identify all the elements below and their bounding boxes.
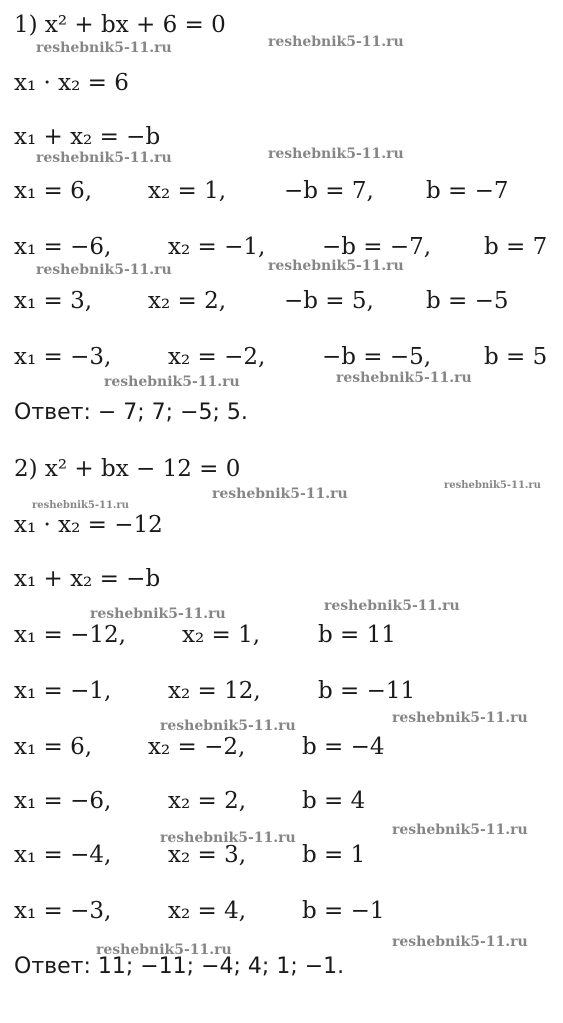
- x2-value: x₂ = −2,: [168, 344, 266, 370]
- x1-value: x₁ = −3,: [14, 344, 112, 370]
- x2-value: x₂ = −2,: [148, 734, 246, 760]
- neg-b-value: −b = −7,: [322, 234, 432, 260]
- answer-1: Ответ: − 7; 7; −5; 5.: [14, 400, 248, 425]
- watermark: reshebnik5-11.ru: [392, 934, 528, 950]
- x2-value: x₂ = 12,: [168, 678, 261, 704]
- b-value: b = −5: [426, 288, 509, 314]
- watermark: reshebnik5-11.ru: [336, 370, 472, 386]
- x2-value: x₂ = 4,: [168, 898, 247, 924]
- neg-b-value: −b = 7,: [284, 178, 374, 204]
- x1-value: x₁ = 6,: [14, 734, 93, 760]
- b-value: b = −4: [302, 734, 385, 760]
- x2-value: x₂ = 2,: [168, 788, 247, 814]
- b-value: b = 7: [484, 234, 548, 260]
- watermark: reshebnik5-11.ru: [36, 40, 172, 56]
- x2-value: x₂ = −1,: [168, 234, 266, 260]
- watermark: reshebnik5-11.ru: [160, 830, 296, 846]
- x2-value: x₂ = 2,: [148, 288, 227, 314]
- equation-2: 2) x² + bx − 12 = 0: [14, 456, 241, 482]
- b-value: b = −11: [318, 678, 416, 704]
- watermark: reshebnik5-11.ru: [268, 146, 404, 162]
- b-value: b = 5: [484, 344, 548, 370]
- watermark: reshebnik5-11.ru: [324, 598, 460, 614]
- b-value: b = 4: [302, 788, 366, 814]
- sum-1: x₁ + x₂ = −b: [14, 124, 161, 150]
- b-value: b = 11: [318, 622, 396, 648]
- x1-value: x₁ = −12,: [14, 622, 126, 648]
- x1-value: x₁ = −3,: [14, 898, 112, 924]
- watermark: reshebnik5-11.ru: [160, 718, 296, 734]
- x2-value: x₂ = 1,: [182, 622, 261, 648]
- watermark: reshebnik5-11.ru: [392, 710, 528, 726]
- equation-1: 1) x² + bx + 6 = 0: [14, 12, 226, 38]
- watermark: reshebnik5-11.ru: [268, 258, 404, 274]
- watermark: reshebnik5-11.ru: [212, 486, 348, 502]
- x1-value: x₁ = −6,: [14, 234, 112, 260]
- product-1: x₁ · x₂ = 6: [14, 70, 129, 96]
- x1-value: x₁ = −1,: [14, 678, 112, 704]
- watermark: reshebnik5-11.ru: [32, 500, 129, 511]
- b-value: b = −7: [426, 178, 509, 204]
- b-value: b = 1: [302, 842, 366, 868]
- x1-value: x₁ = −4,: [14, 842, 112, 868]
- watermark: reshebnik5-11.ru: [96, 942, 232, 958]
- answer-2: Ответ: 11; −11; −4; 4; 1; −1.: [14, 954, 345, 979]
- watermark: reshebnik5-11.ru: [104, 374, 240, 390]
- x2-value: x₂ = 3,: [168, 842, 247, 868]
- watermark: reshebnik5-11.ru: [444, 480, 541, 491]
- neg-b-value: −b = −5,: [322, 344, 432, 370]
- sum-2: x₁ + x₂ = −b: [14, 566, 161, 592]
- watermark: reshebnik5-11.ru: [392, 822, 528, 838]
- x1-value: x₁ = −6,: [14, 788, 112, 814]
- neg-b-value: −b = 5,: [284, 288, 374, 314]
- b-value: b = −1: [302, 898, 385, 924]
- x1-value: x₁ = 6,: [14, 178, 93, 204]
- x1-value: x₁ = 3,: [14, 288, 93, 314]
- watermark: reshebnik5-11.ru: [90, 606, 226, 622]
- watermark: reshebnik5-11.ru: [36, 150, 172, 166]
- product-2: x₁ · x₂ = −12: [14, 512, 163, 538]
- watermark: reshebnik5-11.ru: [268, 34, 404, 50]
- watermark: reshebnik5-11.ru: [36, 262, 172, 278]
- x2-value: x₂ = 1,: [148, 178, 227, 204]
